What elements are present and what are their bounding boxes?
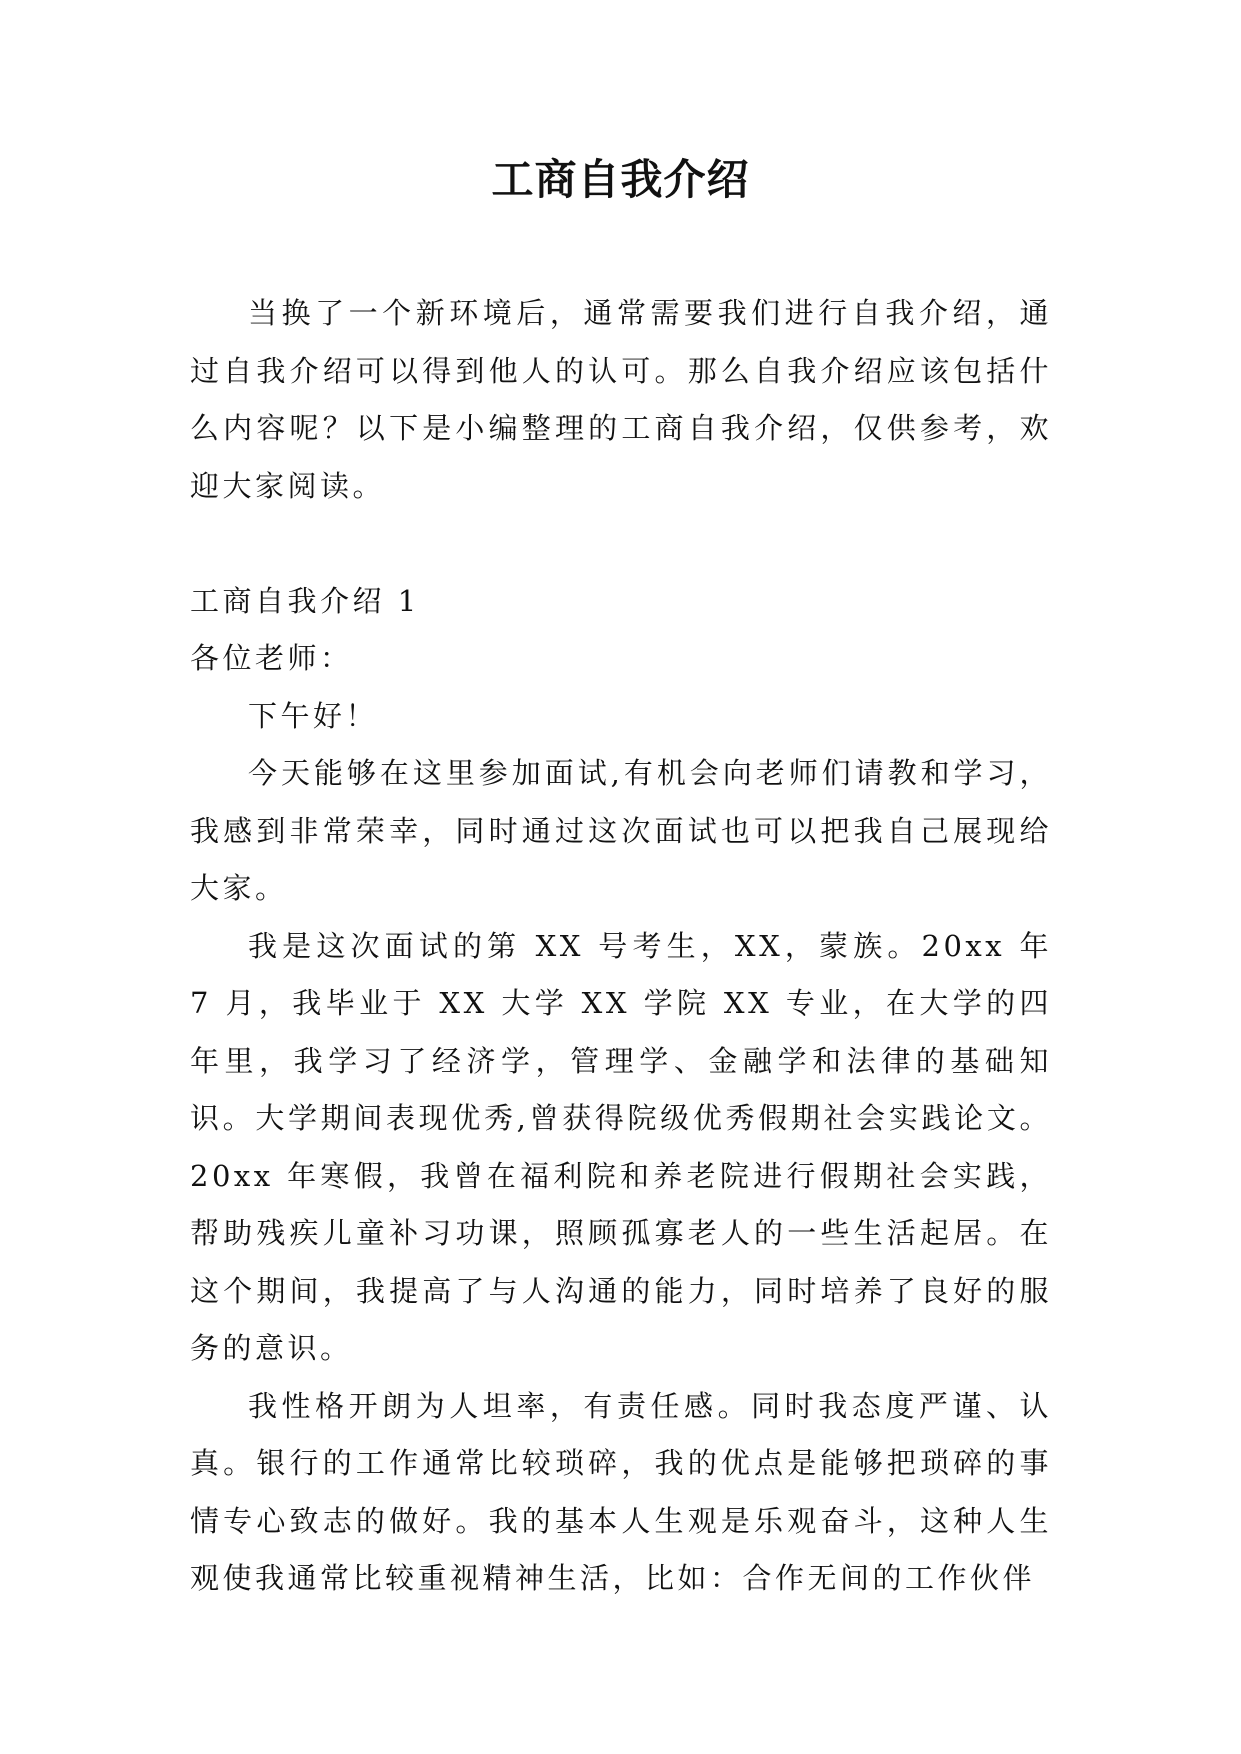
document-title: 工商自我介绍 [491, 155, 750, 204]
section-heading: 工商自我介绍 1 [190, 583, 420, 618]
body-paragraph-2: 我是这次面试的第 XX 号考生，XX，蒙族。20xx 年 7 月，我毕业于 XX 大学 XX 学院 XX 专业，在大学的四年里，我学习了经济学，管理学、金融学和法律的基础知识。大学期间表现优秀,曾获得院级优秀假期社会实践论文。20xx 年寒假，我曾在福利院和养老院进行假期社会实践，帮助残疾儿童补习功课，照顾孤寡老人的一些生活起居。在这个期间，我提高了与人沟通的能力，同时培养了良好的服务的意识。 [190, 928, 1052, 1365]
paragraph-gap [190, 515, 1052, 573]
document-body [190, 285, 1052, 1608]
intro-paragraph: 当换了一个新环境后，通常需要我们进行自我介绍，通过自我介绍可以得到他人的认可。那么自我介绍应该包括什么内容呢？以下是小编整理的工商自我介绍，仅供参考，欢迎大家阅读。 [190, 296, 1052, 503]
body-paragraph-3: 我性格开朗为人坦率，有责任感。同时我态度严谨、认真。银行的工作通常比较琐碎，我的优点是能够把琐碎的事情专心致志的做好。我的基本人生观是乐观奋斗，这种人生观使我通常比较重视精神生活，比如：合作无间的工作伙伴 [190, 1388, 1052, 1595]
body-paragraph-1: 今天能够在这里参加面试,有机会向老师们请教和学习，我感到非常荣幸，同时通过这次面试也可以把我自己展现给大家。 [190, 756, 1052, 905]
salutation: 各位老师： [190, 641, 353, 675]
greeting: 下午好！ [248, 698, 379, 733]
